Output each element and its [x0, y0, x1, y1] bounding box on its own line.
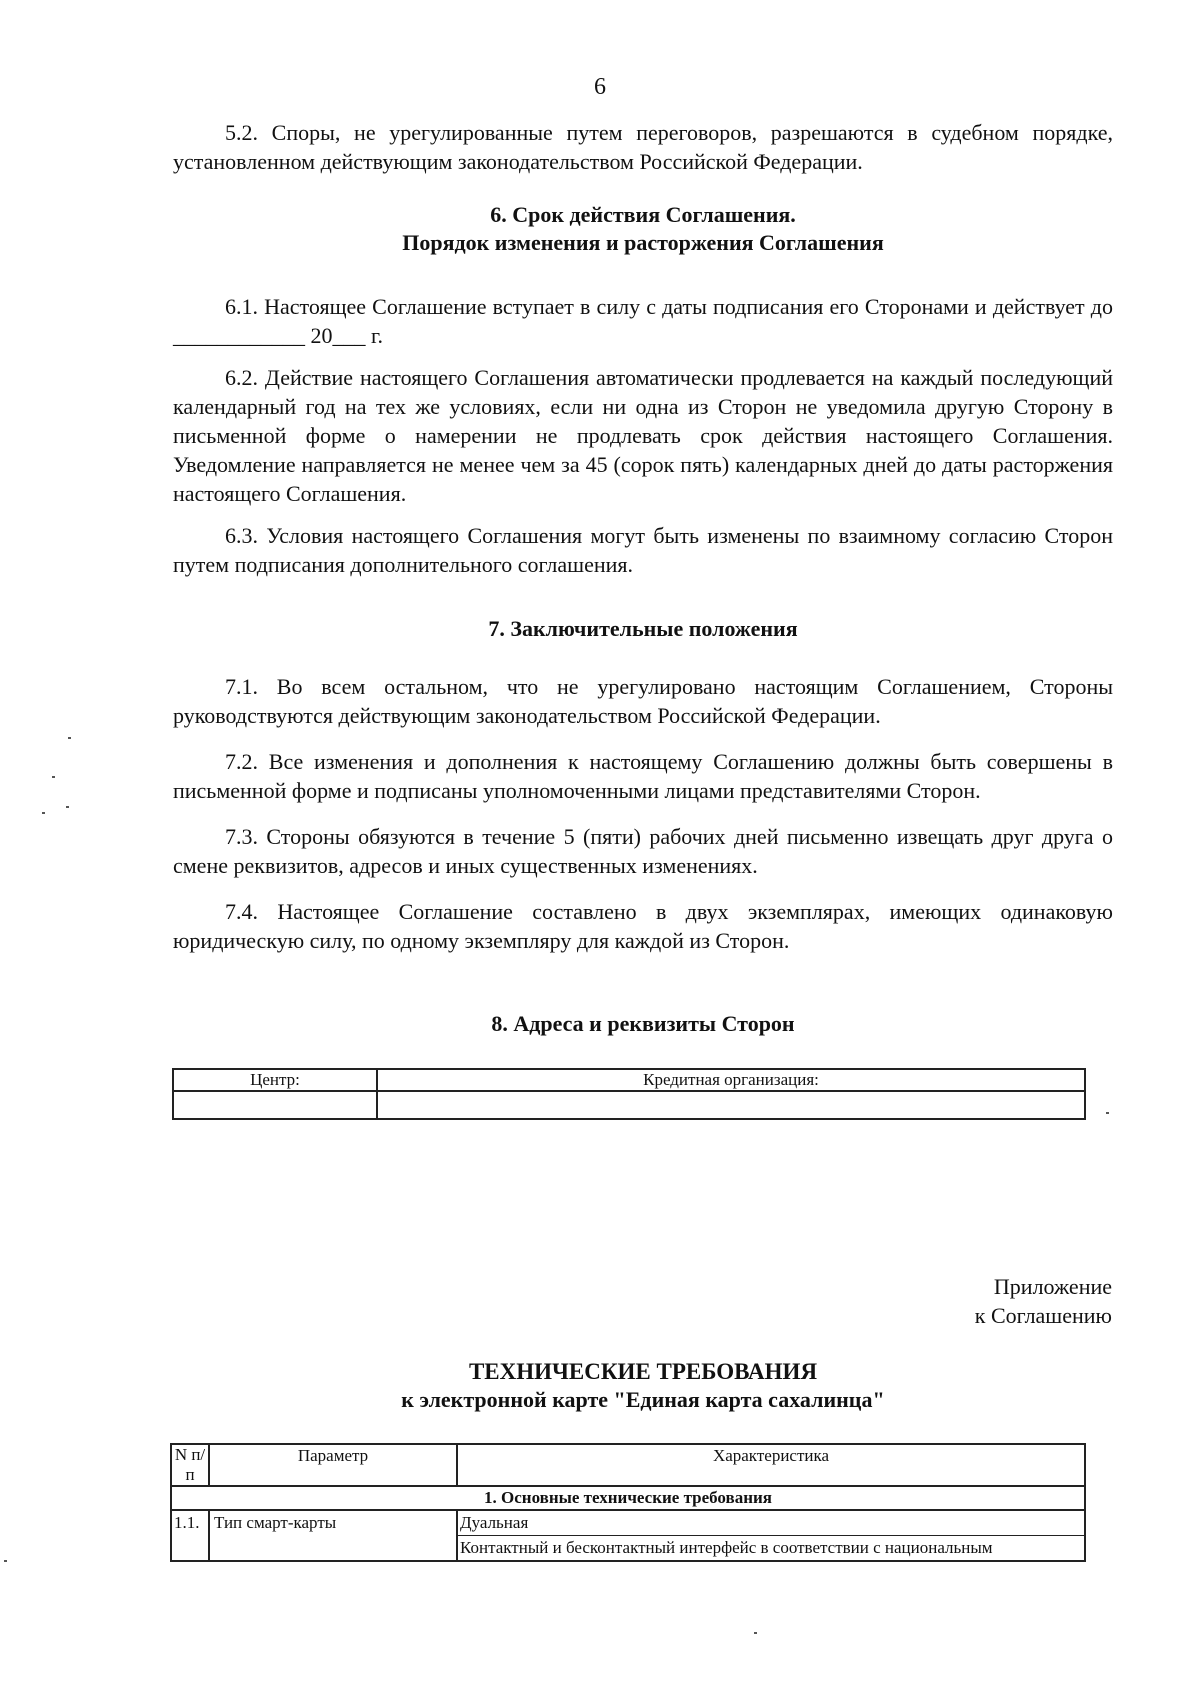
- paragraph-7-4: 7.4. Настоящее Соглашение составлено в двух экземплярах, имеющих одинаковую юридическую силу, по одному экземпляру для каждой из Сторон.: [173, 899, 1113, 953]
- requisites-cell-center: [173, 1091, 377, 1119]
- paragraph-6-1: 6.1. Настоящее Соглашение вступает в силу с даты подписания его Сторонами и действует до ____________ 20___ г.: [173, 294, 1113, 348]
- tech-requirements-title: [173, 1358, 1113, 1414]
- section-8-heading: [173, 1010, 1113, 1038]
- tech-header-num: N п/п: [171, 1444, 209, 1486]
- tech-row-1-char: [457, 1510, 1085, 1561]
- requisites-table: [172, 1068, 1086, 1120]
- page-number: 6: [594, 74, 606, 100]
- tech-header-param: Параметр: [209, 1444, 457, 1486]
- paragraph-7-1: 7.1. Во всем остальном, что не урегулировано настоящим Соглашением, Стороны руководствуются действующим законодательством Российской Федерации.: [173, 674, 1113, 728]
- section-7-body: [173, 672, 1113, 955]
- scan-speck: [68, 737, 71, 739]
- attachment-label: [975, 1272, 1112, 1330]
- section-6-heading: [173, 201, 1113, 257]
- attachment-line2: к Соглашению: [974, 1303, 1112, 1328]
- scan-speck: [66, 806, 69, 808]
- scan-speck: [1106, 1112, 1109, 1114]
- tech-row-1-char-b: Контактный и бесконтактный интерфейс в соответствии с национальным: [458, 1535, 1084, 1560]
- tech-row-1-char-a: Дуальная: [460, 1513, 529, 1532]
- heading-7: 7. Заключительные положения: [488, 616, 798, 641]
- paragraph-6-3: 6.3. Условия настоящего Соглашения могут быть изменены по взаимному согласию Сторон путем подписания дополнительного соглашения.: [173, 523, 1113, 577]
- section-5: [173, 118, 1113, 176]
- requisites-header-bank: Кредитная организация:: [377, 1069, 1085, 1091]
- attachment-line1: Приложение: [993, 1274, 1112, 1299]
- section-7-heading: [173, 615, 1113, 643]
- heading-6-line2: Порядок изменения и расторжения Соглашения: [402, 230, 884, 255]
- scan-speck: [42, 812, 45, 814]
- tech-requirements-table: [170, 1443, 1086, 1562]
- paragraph-7-3: 7.3. Стороны обязуются в течение 5 (пяти) рабочих дней письменно извещать друг друга о смене реквизитов, адресов и иных существенных изменениях.: [173, 824, 1113, 878]
- requisites-cell-bank: [377, 1091, 1085, 1119]
- tech-row-1-param: Тип смарт-карты: [209, 1510, 457, 1561]
- section-6-body: [173, 292, 1113, 579]
- paragraph-5-2: 5.2. Споры, не урегулированные путем переговоров, разрешаются в судебном порядке, установленном действующим законодательством Российской Федерации.: [173, 120, 1113, 174]
- heading-8: 8. Адреса и реквизиты Сторон: [491, 1011, 795, 1036]
- scan-speck: [754, 1632, 757, 1634]
- tech-subtitle: к электронной карте "Единая карта сахалинца": [401, 1387, 885, 1412]
- requisites-header-center: Центр:: [173, 1069, 377, 1091]
- tech-group-row-1: 1. Основные технические требования: [171, 1486, 1085, 1510]
- tech-title: ТЕХНИЧЕСКИЕ ТРЕБОВАНИЯ: [468, 1359, 818, 1384]
- heading-6-line1: 6. Срок действия Соглашения.: [490, 202, 796, 227]
- tech-header-char: Характеристика: [457, 1444, 1085, 1486]
- paragraph-7-2: 7.2. Все изменения и дополнения к настоящему Соглашению должны быть совершены в письменной форме и подписаны уполномоченными лицами представителями Сторон.: [173, 749, 1113, 803]
- scan-speck: [52, 776, 55, 778]
- tech-row-1-num: 1.1.: [171, 1510, 209, 1561]
- scan-speck: [4, 1560, 7, 1562]
- paragraph-6-2: 6.2. Действие настоящего Соглашения автоматически продлевается на каждый последующий календарный год на тех же условиях, если ни одна из Сторон не уведомила другую Сторону в письменной форме о намерении не продлевать срок действия настоящего Соглашения. Уведомление направляется не менее чем за 45 (сорок пять) календарных дней до даты расторжения настоящего Соглашения.: [173, 365, 1113, 506]
